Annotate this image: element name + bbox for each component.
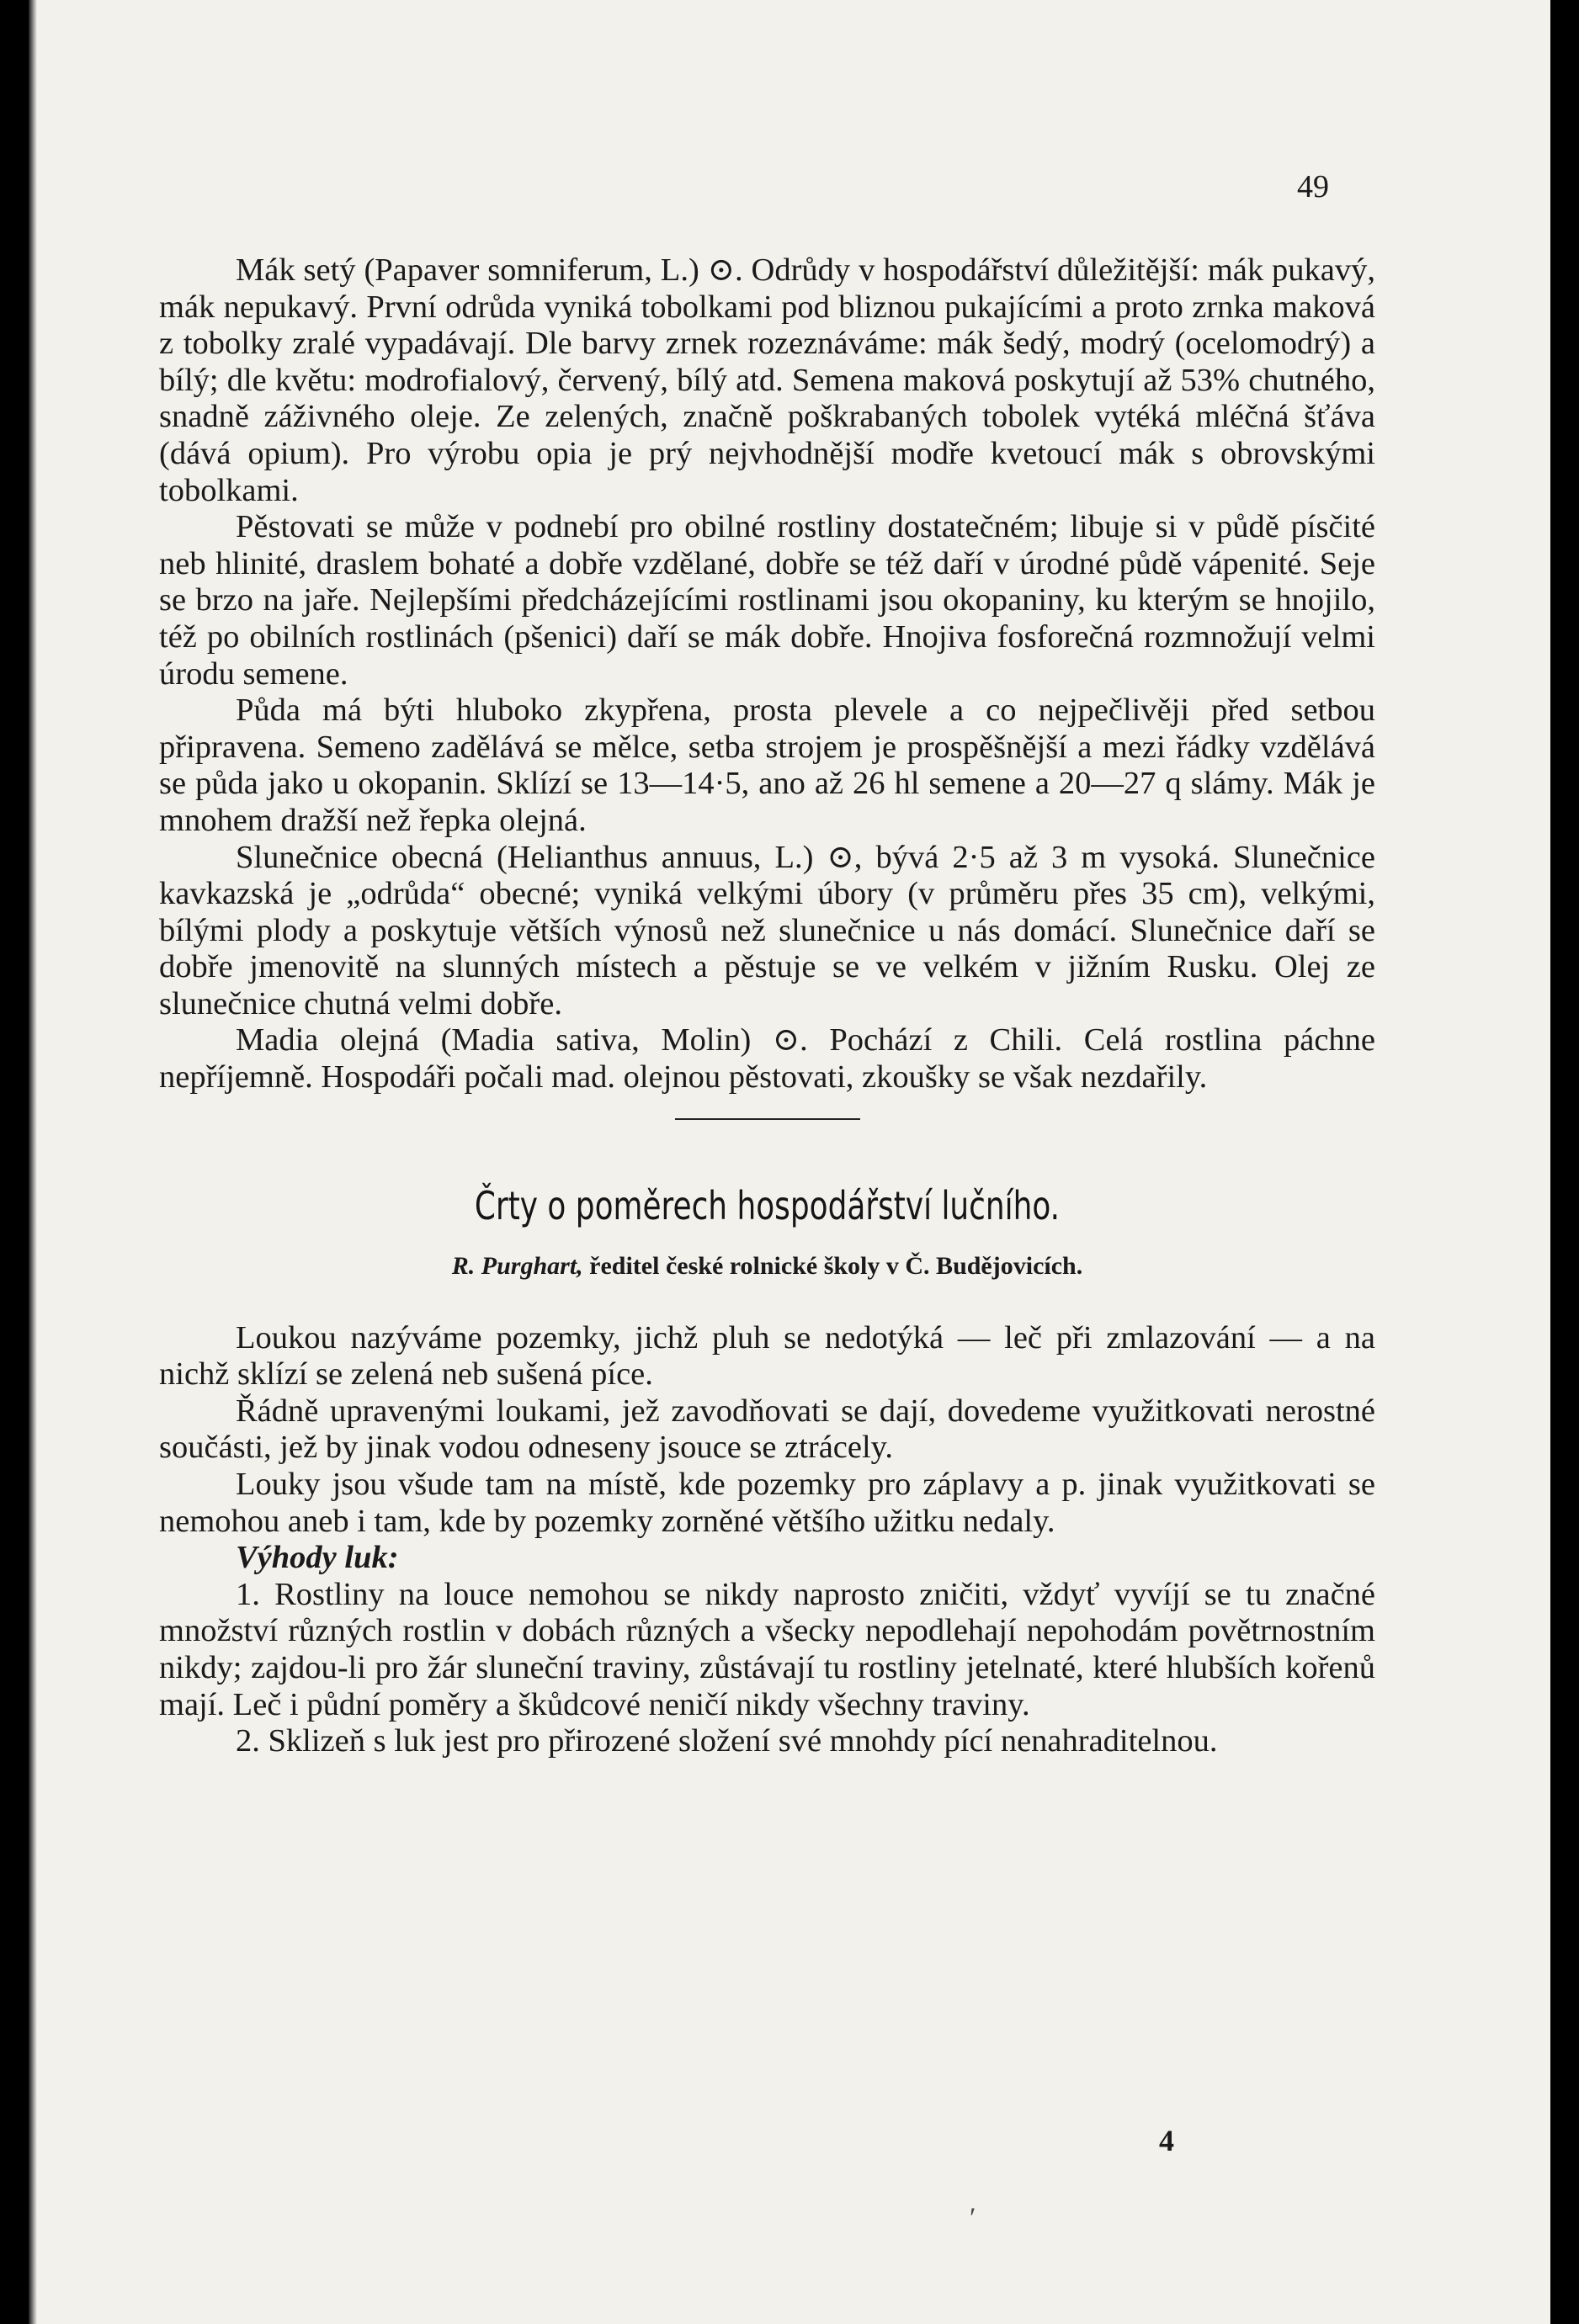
author-line	[159, 1248, 1375, 1285]
section-divider	[675, 1118, 860, 1120]
list-item-advantage-2: 2. Sklizeň s luk jest pro přirozené složení své mnohdy pící nenahraditelnou.	[236, 1723, 1218, 1759]
paragraph-poppy-cultivation: Pěstovati se může v podnebí pro obilné rostliny dostatečném; libuje si v půdě písčité neb hlinité, draslem bohaté a dobře vzdělané, dobře se též daří v úrodné půdě vápenité. Seje se brzo na jaře. Nejlepšími předcházejícími rostlinami jsou okopaniny, ku kterým se hnojilo, též po obilních rostlinách (pšenici) daří se mák dobře. Hnojiva fosforečná rozmnožují velmi úrodu semene.	[159, 509, 1375, 692]
book-page	[29, 0, 1550, 2324]
author-name: R. Purghart,	[451, 1251, 583, 1280]
page-number: 49	[1297, 169, 1329, 204]
paragraph-meadow-definition: Loukou nazýváme pozemky, jichž pluh se nedotýká — leč při zmlazování — a na nichž sklízí se zelená neb sušená píce.	[159, 1319, 1375, 1393]
stray-mark: ʹ	[970, 2203, 976, 2234]
page-body	[159, 252, 1375, 1760]
paragraph-sunflower: Slunečnice obecná (Helianthus annuus, L.) ⊙, bývá 2·5 až 3 m vysoká. Slunečnice kavkazská je „odrůda“ obecné; vyniká velkými úbory (v průměru přes 35 cm), velkými, bílými plody a poskytuje větších výnosů než slunečnice u nás domácí. Slunečnice daří se dobře jmenovitě na slunných místech a pěstuje se ve velkém v jižním Rusku. Olej ze slunečnice chutná velmi dobře.	[159, 839, 1375, 1021]
paragraph-poppy-intro: Mák setý (Papaver somniferum, L.) ⊙. Odrůdy v hospodářství důležitější: mák pukavý, mák nepukavý. První odrůda vyniká tobolkami pod bliznou pukajícími a proto zrnka maková z tobolky zralé vypadávají. Dle barvy zrnek rozeznáváme: mák šedý, modrý (ocelomodrý) a bílý; dle květu: modrofialový, červený, bílý atd. Semena maková poskytují až 53% chutného, snadně záživného oleje. Ze zelených, značně poškrabaných tobolek vytéká mléčná šťáva (dává opium). Pro výrobu opia je prý nejvhodnější modře kvetoucí mák s obrovskými tobolkami.	[159, 252, 1375, 508]
list-item-advantage-1: 1. Rostliny na louce nemohou se nikdy naprosto zničiti, vždyť vyvíjí se tu značné množství různých rostlin v dobách různých a všecky nepodlehají nepohodám povětrnostním nikdy; zajdou-li pro žár sluneční traviny, zůstávají tu rostliny jetelnaté, které hlubších kořenů mají. Leč i půdní poměry a škůdcové neničí nikdy všechny traviny.	[159, 1576, 1375, 1722]
author-role: ředitel české rolnické školy v Č. Budějovicích.	[589, 1251, 1083, 1280]
subheading-advantages: Výhody luk:	[236, 1540, 399, 1576]
paragraph-meadow-irrigation: Řádně upravenými loukami, jež zavodňovati se dají, dovedeme využitkovati nerostné součásti, jež by jinak vodou odneseny jsouce se ztrácely.	[159, 1393, 1375, 1466]
paragraph-meadow-location: Louky jsou všude tam na místě, kde pozemky pro záplavy a p. jinak využitkovati se nemohou aneb i tam, kde by pozemky zorněné většího užitku nedaly.	[159, 1467, 1375, 1539]
page-binding-shadow	[29, 0, 37, 2324]
paragraph-poppy-soil: Půda má býti hluboko zkypřena, prosta plevele a co nejpečlivěji před setbou připravena. Semeno zadělává se mělce, setba strojem je prospěšnější a mezi řádky vzdělává se půda jako u okopanin. Sklízí se 13—14·5, ano až 26 hl semene a 20—27 q slámy. Mák je mnohem dražší než řepka olejná.	[159, 692, 1375, 838]
printer-signature-mark: 4	[1159, 2124, 1174, 2157]
section-title: Črty o poměrech hospodářství lučního.	[474, 1182, 1061, 1228]
paragraph-madia: Madia olejná (Madia sativa, Molin) ⊙. Pochází z Chili. Celá rostlina páchne nepříjemně. Hospodáři počali mad. olejnou pěstovati, zkoušky se však nezdařily.	[159, 1022, 1375, 1096]
